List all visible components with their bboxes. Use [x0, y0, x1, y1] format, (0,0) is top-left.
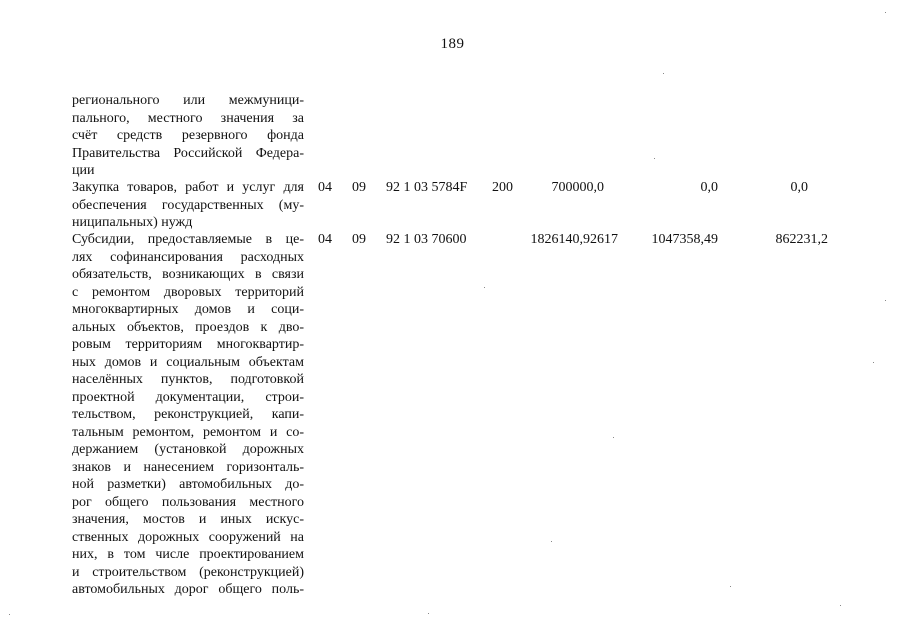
scan-speck: [484, 287, 485, 288]
amount-year-3: 0,0: [790, 180, 808, 195]
scan-speck: [654, 158, 655, 159]
scan-speck: [551, 541, 552, 542]
amount-year-1: 700000,0: [551, 180, 604, 195]
scan-speck: [428, 613, 429, 614]
description-line: ровым территориям многоквартир-: [72, 337, 304, 352]
row-description: [72, 92, 304, 180]
description-line: счёт средств резервного фонда: [72, 128, 304, 143]
description-line: тальным ремонтом, ремонтом и со-: [72, 424, 304, 440]
description-line: многоквартирных домов и соци-: [72, 302, 304, 317]
description-line: Закупка товаров, работ и услуг для: [72, 180, 304, 195]
description-line: ции: [72, 163, 95, 178]
description-line: автомобильных дорог общего поль-: [72, 582, 304, 597]
description-line: Субсидии, предоставляемые в це-: [72, 232, 304, 247]
scan-speck: [663, 73, 664, 74]
description-line: них, в том числе проектированием: [72, 547, 304, 562]
description-line: регионального или межмуници-: [72, 93, 304, 108]
scan-speck: [613, 437, 614, 438]
page-number: 189: [440, 36, 465, 52]
section-code: 04: [318, 180, 332, 195]
description-line: Правительства Российской Федера-: [72, 145, 304, 161]
description-line: обязательств, возникающих в связи: [72, 267, 304, 282]
amount-year-1: 1826140,92617: [530, 232, 618, 247]
scan-speck: [840, 605, 841, 606]
description-line: проектной документации, строи-: [72, 389, 304, 405]
description-line: ной разметки) автомобильных до-: [72, 477, 304, 492]
scan-speck: [885, 12, 886, 13]
expense-type-code: 200: [492, 180, 513, 195]
description-line: альных объектов, проездов к дво-: [72, 319, 304, 335]
amount-year-3: 862231,2: [775, 232, 828, 247]
description-line: рог общего пользования местного: [72, 494, 304, 510]
target-article-code: 92 1 03 70600: [386, 232, 467, 247]
scan-speck: [885, 300, 886, 301]
amount-year-2: 0,0: [700, 180, 718, 195]
subsection-code: 09: [352, 232, 366, 247]
scan-speck: [9, 614, 10, 615]
description-line: ниципальных) нужд: [72, 215, 193, 230]
row-description: [72, 179, 304, 232]
row-description: [72, 231, 304, 599]
description-line: ных домов и социальным объектам: [72, 354, 304, 370]
description-line: держанием (установкой дорожных: [72, 442, 304, 457]
description-line: тельством, реконструкцией, капи-: [72, 407, 304, 422]
description-line: лях софинансирования расходных: [72, 249, 304, 265]
description-line: знаков и нанесением горизонталь-: [72, 459, 304, 475]
description-line: с ремонтом дворовых территорий: [72, 284, 304, 300]
target-article-code: 92 1 03 5784F: [386, 180, 468, 195]
scan-speck: [730, 586, 731, 587]
section-code: 04: [318, 232, 332, 247]
subsection-code: 09: [352, 180, 366, 195]
description-line: и строительством (реконструкцией): [72, 564, 304, 580]
description-line: пального, местного значения за: [72, 110, 304, 126]
amount-year-2: 1047358,49: [651, 232, 718, 247]
description-line: значения, мостов и иных искус-: [72, 512, 304, 527]
description-line: населённых пунктов, подготовкой: [72, 372, 304, 387]
description-line: обеспечения государственных (му-: [72, 197, 304, 213]
scan-speck: [873, 362, 874, 363]
description-line: ственных дорожных сооружений на: [72, 529, 304, 545]
